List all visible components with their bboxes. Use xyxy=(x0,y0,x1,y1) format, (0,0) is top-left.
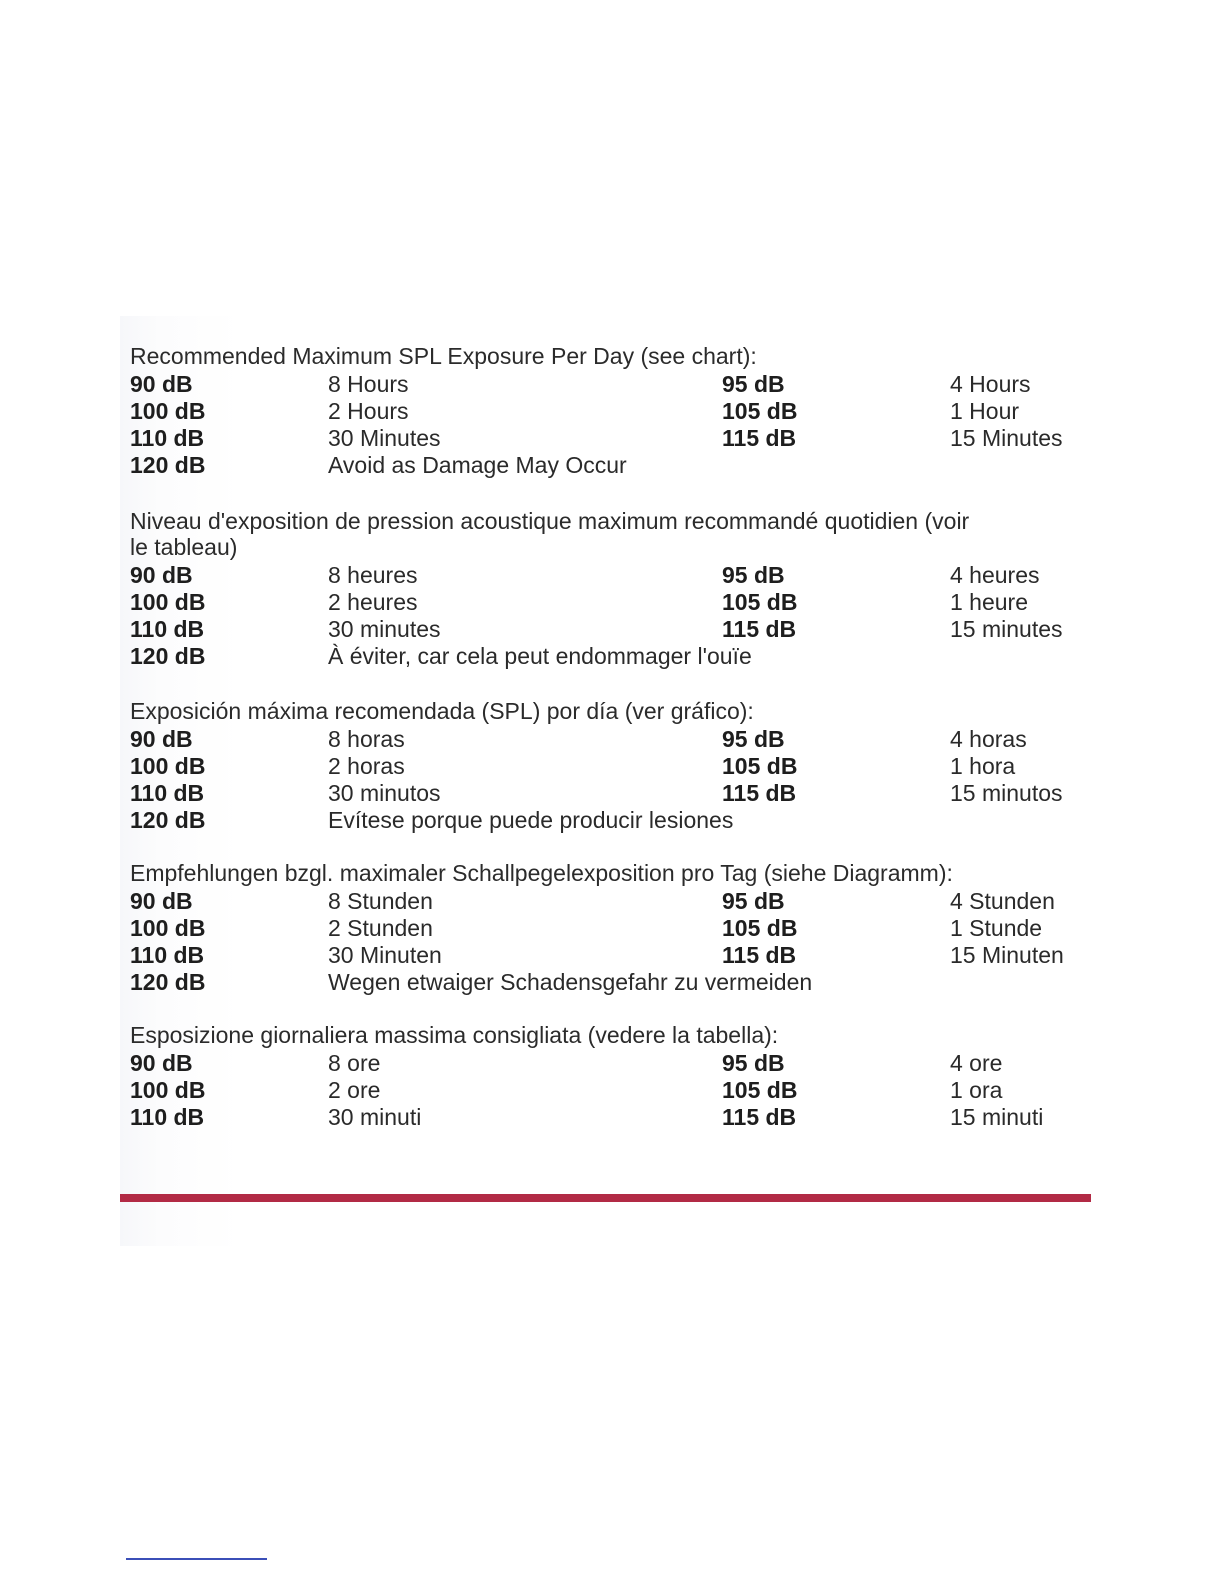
duration-cell: 8 ore xyxy=(328,1050,381,1076)
table-row xyxy=(130,915,1090,942)
duration-cell: 8 Hours xyxy=(328,371,409,397)
level-cell: 120 dB xyxy=(130,807,206,833)
level-cell: 115 dB xyxy=(722,425,797,451)
duration-cell: 4 ore xyxy=(950,1050,1003,1076)
duration-cell: 15 Minutes xyxy=(950,425,1063,451)
duration-cell: 15 Minuten xyxy=(950,942,1064,968)
warning-text: Avoid as Damage May Occur xyxy=(328,452,627,478)
table-row xyxy=(130,371,1090,398)
section-english xyxy=(130,343,1090,479)
exposure-table xyxy=(130,1050,1090,1131)
red-divider-rule xyxy=(120,1194,1091,1202)
footnote-rule xyxy=(126,1558,267,1560)
level-cell: 120 dB xyxy=(130,643,206,669)
table-row xyxy=(130,888,1090,915)
warning-text: À éviter, car cela peut endommager l'ouïe xyxy=(328,643,752,669)
duration-cell: 2 Hours xyxy=(328,398,409,424)
level-cell: 115 dB xyxy=(722,616,797,642)
duration-cell: 30 Minutes xyxy=(328,425,441,451)
level-cell: 115 dB xyxy=(722,1104,797,1130)
duration-cell: 8 heures xyxy=(328,562,418,588)
exposure-table xyxy=(130,371,1090,479)
duration-cell: 15 minuti xyxy=(950,1104,1044,1130)
level-cell: 110 dB xyxy=(130,425,205,451)
section-heading: Exposición máxima recomendada (SPL) por día (ver gráfico): xyxy=(130,698,754,724)
level-cell: 100 dB xyxy=(130,753,206,779)
table-row xyxy=(130,1104,1090,1131)
exposure-table xyxy=(130,562,1090,670)
duration-cell: 2 Stunden xyxy=(328,915,433,941)
duration-cell: 30 minutos xyxy=(328,780,441,806)
level-cell: 120 dB xyxy=(130,452,206,478)
duration-cell: 4 Hours xyxy=(950,371,1031,397)
level-cell: 110 dB xyxy=(130,780,205,806)
level-cell: 95 dB xyxy=(722,726,785,752)
table-row-warning xyxy=(130,643,1090,670)
level-cell: 95 dB xyxy=(722,562,785,588)
duration-cell: 8 Stunden xyxy=(328,888,433,914)
section-heading: Recommended Maximum SPL Exposure Per Day (see chart): xyxy=(130,343,757,369)
level-cell: 105 dB xyxy=(722,398,798,424)
duration-cell: 2 horas xyxy=(328,753,405,779)
duration-cell: 15 minutos xyxy=(950,780,1063,806)
level-cell: 95 dB xyxy=(722,888,785,914)
level-cell: 105 dB xyxy=(722,915,798,941)
table-row xyxy=(130,1050,1090,1077)
section-heading: Empfehlungen bzgl. maximaler Schallpegelexposition pro Tag (siehe Diagramm): xyxy=(130,860,953,886)
section-italian xyxy=(130,1022,1090,1131)
level-cell: 115 dB xyxy=(722,780,797,806)
warning-text: Evítese porque puede producir lesiones xyxy=(328,807,734,833)
duration-cell: 30 minutes xyxy=(328,616,441,642)
level-cell: 90 dB xyxy=(130,1050,193,1076)
duration-cell: 15 minutes xyxy=(950,616,1063,642)
section-heading: Niveau d'exposition de pression acoustique maximum recommandé quotidien (voir le tableau) xyxy=(130,508,970,560)
level-cell: 95 dB xyxy=(722,371,785,397)
level-cell: 110 dB xyxy=(130,942,205,968)
level-cell: 90 dB xyxy=(130,562,193,588)
duration-cell: 1 ora xyxy=(950,1077,1003,1103)
level-cell: 105 dB xyxy=(722,1077,798,1103)
exposure-table xyxy=(130,888,1090,996)
exposure-table xyxy=(130,726,1090,834)
level-cell: 115 dB xyxy=(722,942,797,968)
level-cell: 100 dB xyxy=(130,915,206,941)
duration-cell: 4 heures xyxy=(950,562,1040,588)
table-row-warning xyxy=(130,969,1090,996)
duration-cell: 1 Stunde xyxy=(950,915,1043,941)
table-row xyxy=(130,942,1090,969)
table-row-warning xyxy=(130,452,1090,479)
section-spanish xyxy=(130,698,1090,834)
level-cell: 110 dB xyxy=(130,1104,205,1130)
level-cell: 90 dB xyxy=(130,726,193,752)
duration-cell: 2 ore xyxy=(328,1077,381,1103)
duration-cell: 1 heure xyxy=(950,589,1029,615)
level-cell: 100 dB xyxy=(130,398,206,424)
table-row xyxy=(130,616,1090,643)
table-row xyxy=(130,726,1090,753)
level-cell: 105 dB xyxy=(722,753,798,779)
section-german xyxy=(130,860,1090,996)
duration-cell: 30 Minuten xyxy=(328,942,442,968)
duration-cell: 8 horas xyxy=(328,726,405,752)
section-french xyxy=(130,508,1090,670)
level-cell: 105 dB xyxy=(722,589,798,615)
table-row xyxy=(130,589,1090,616)
table-row xyxy=(130,753,1090,780)
duration-cell: 4 horas xyxy=(950,726,1027,752)
table-row xyxy=(130,425,1090,452)
section-heading: Esposizione giornaliera massima consigliata (vedere la tabella): xyxy=(130,1022,779,1048)
table-row xyxy=(130,1077,1090,1104)
level-cell: 95 dB xyxy=(722,1050,785,1076)
level-cell: 120 dB xyxy=(130,969,206,995)
duration-cell: 2 heures xyxy=(328,589,418,615)
table-row-warning xyxy=(130,807,1090,834)
table-row xyxy=(130,562,1090,589)
duration-cell: 4 Stunden xyxy=(950,888,1055,914)
table-row xyxy=(130,398,1090,425)
level-cell: 100 dB xyxy=(130,589,206,615)
duration-cell: 30 minuti xyxy=(328,1104,422,1130)
table-row xyxy=(130,780,1090,807)
duration-cell: 1 Hour xyxy=(950,398,1020,424)
level-cell: 100 dB xyxy=(130,1077,206,1103)
warning-text: Wegen etwaiger Schadensgefahr zu vermeiden xyxy=(328,969,813,995)
level-cell: 110 dB xyxy=(130,616,205,642)
duration-cell: 1 hora xyxy=(950,753,1016,779)
level-cell: 90 dB xyxy=(130,888,193,914)
level-cell: 90 dB xyxy=(130,371,193,397)
